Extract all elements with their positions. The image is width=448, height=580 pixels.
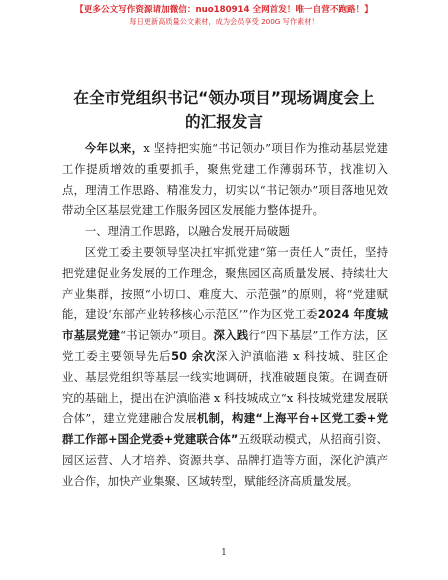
p2-bold-h: 机制，构建“上海平台+区党工委+党群工作部+国企党委+党建联合体” bbox=[62, 411, 388, 447]
p2-text-e: 行“四下基层”工作方法，区党工委主要领导先后 bbox=[62, 328, 388, 363]
intro-text: x 坚持把实施“书记领办”项目作为推动基层党建工作提质增效的重要抓手，聚焦党建工作薄弱环节，找准切入点，理清工作思路、精准发力，切实以“书记领办”项目落地见效带动全区基层党建工作服务园区发展能力整体提升。 bbox=[62, 141, 388, 218]
section-heading-1: 一、理清工作思路，以融合发展开局破题 bbox=[84, 224, 290, 239]
p2-text-c: “书记领办”项目。 bbox=[120, 328, 214, 343]
p2-bold-b: 2024 年度城市基层党建 bbox=[62, 307, 388, 343]
p2-text-i: 五级联动模式，从招商引资、园区运营、人才培养、资源共享、品牌打造等方面，深化沪滇产业合作，加快产业集聚、区域转型，赋能经济高质量发展。 bbox=[62, 432, 388, 488]
p2-text-a: 区党工委主要领导坚决扛牢抓党建“第一责任人”责任，坚持把党建促业务发展的工作理念，聚焦园区高质量发展、持续壮大产业集群，按照“小切口、难度大、示范强”的原则，将“党建赋能，建设‘东部产业转移核心示范区’”作为区党工委 bbox=[62, 244, 388, 322]
promo-banner-line2: 每日更新高质量公文素材，成为会员享受 200G 写作素材！ bbox=[129, 17, 319, 26]
document-body bbox=[62, 138, 388, 492]
paragraph-intro bbox=[62, 138, 388, 221]
promo-banner bbox=[0, 5, 448, 27]
promo-banner-line1: 【更多公文写作资源请加微信：nuo180914 全网首发！唯一自营不跑路！】 bbox=[75, 5, 373, 15]
p2-bold-d: 深入践 bbox=[213, 328, 249, 343]
p2-text-g: 深入沪滇临港 x 科技城、驻区企业、基层党组织等基层一线实地调研，找准破题良策。在调查研究的基础上，提出在沪滇临港 x 科技城成立“x 科技城党建发展联合体”，建立党建融合发展 bbox=[62, 348, 388, 426]
title-line-1: 在全市党组织书记“领办项目”现场调度会上 bbox=[73, 89, 375, 107]
page-number: 1 bbox=[221, 548, 227, 558]
title-line-2: 的汇报发言 bbox=[185, 113, 263, 131]
document-title bbox=[0, 86, 448, 134]
intro-lead-text: 今年以来， bbox=[84, 141, 144, 155]
paragraph-section1 bbox=[62, 242, 388, 492]
p2-bold-f: 50 余次 bbox=[171, 348, 216, 363]
